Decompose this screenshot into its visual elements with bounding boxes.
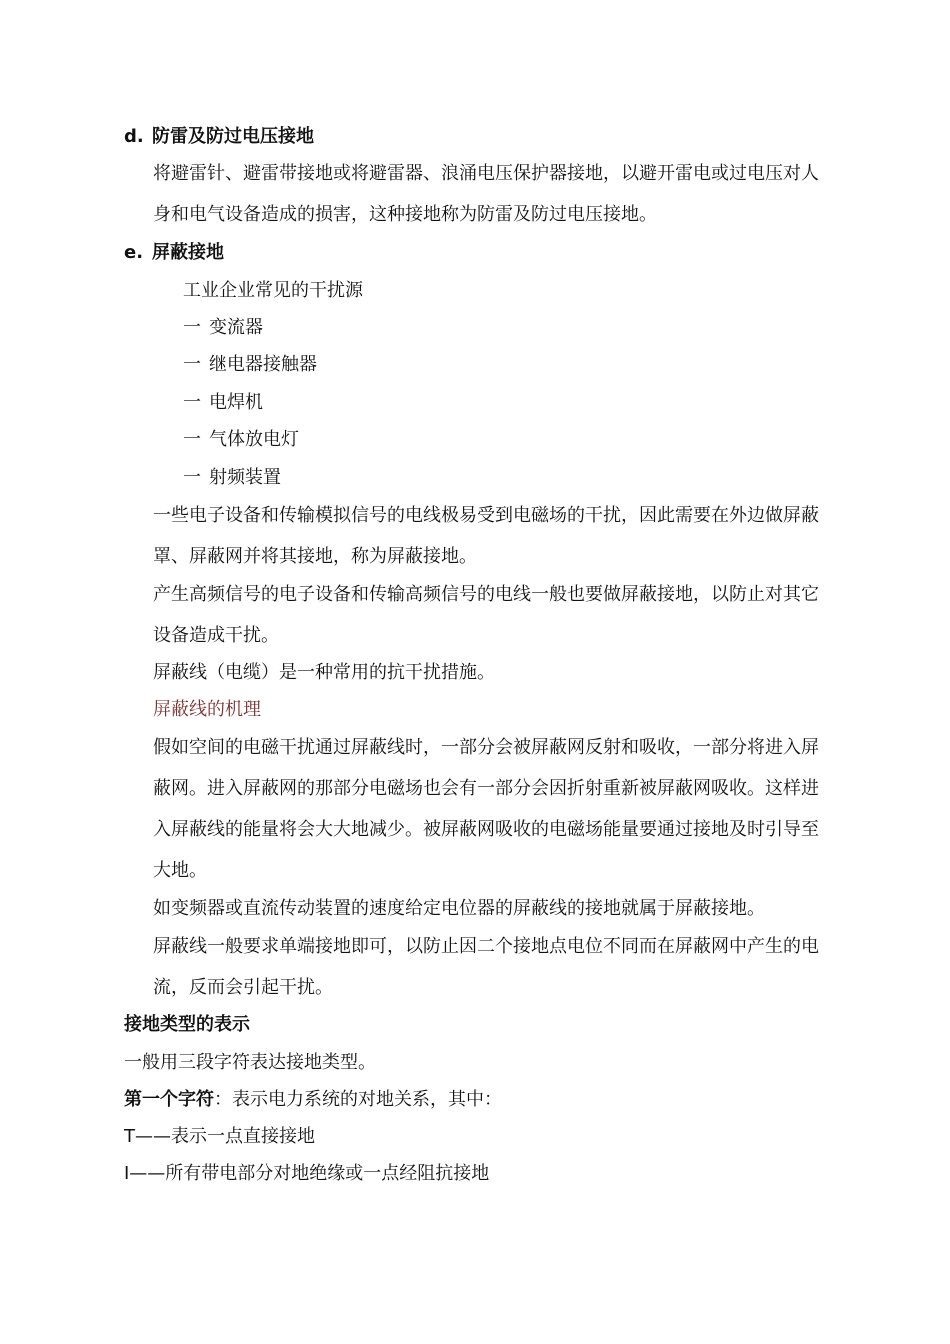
interference-sources-title: 工业企业常见的干扰源 [183, 280, 363, 301]
list-item-label: 气体放电灯 [209, 429, 299, 450]
section-e-marker: e. [124, 242, 144, 263]
shield-para-1-line-2: 罩、屏蔽网并将其接地，称为屏蔽接地。 [153, 546, 477, 567]
list-item-label: 继电器接触器 [209, 354, 317, 375]
shield-para-1-line-1: 一些电子设备和传输模拟信号的电线极易受到电磁场的干扰，因此需要在外边做屏蔽 [153, 505, 819, 526]
section-d-heading [124, 124, 314, 150]
mechanism-para-line-3: 入屏蔽线的能量将会大大地减少。被屏蔽网吸收的电磁场能量要通过接地及时引导至 [153, 819, 819, 840]
list-item [183, 315, 263, 341]
shield-para-6-line-2: 流，反而会引起干扰。 [153, 977, 333, 998]
dash-marker: 一 [183, 429, 201, 450]
section-d-para-line-2: 身和电气设备造成的损害，这种接地称为防雷及防过电压接地。 [153, 204, 657, 225]
shield-para-2-line-1: 产生高频信号的电子设备和传输高频信号的电线一般也要做屏蔽接地，以防止对其它 [153, 584, 819, 605]
first-char-desc: ：表示电力系统的对地关系，其中： [214, 1089, 502, 1110]
i-type-line: I——所有带电部分对地绝缘或一点经阻抗接地 [124, 1163, 490, 1184]
list-item [183, 390, 263, 416]
mechanism-para-line-2: 蔽网。进入屏蔽网的那部分电磁场也会有一部分会因折射重新被屏蔽网吸收。这样进 [153, 778, 819, 799]
list-item [183, 427, 299, 453]
shield-para-2-line-2: 设备造成干扰。 [153, 625, 279, 646]
shield-para-3: 屏蔽线（电缆）是一种常用的抗干扰措施。 [153, 662, 495, 683]
first-char-label: 第一个字符 [124, 1089, 214, 1110]
grounding-types-heading: 接地类型的表示 [124, 1014, 250, 1035]
t-type-line: T——表示一点直接接地 [124, 1126, 315, 1147]
shield-para-5: 如变频器或直流传动装置的速度给定电位器的屏蔽线的接地就属于屏蔽接地。 [153, 898, 765, 919]
section-e-title: 屏蔽接地 [152, 242, 224, 263]
list-item-label: 电焊机 [209, 392, 263, 413]
shield-para-6-line-1: 屏蔽线一般要求单端接地即可，以防止因二个接地点电位不同而在屏蔽网中产生的电 [153, 936, 819, 957]
mechanism-para-line-4: 大地。 [153, 860, 207, 881]
grounding-types-intro: 一般用三段字符表达接地类型。 [124, 1052, 376, 1073]
dash-marker: 一 [183, 467, 201, 488]
first-char-line [124, 1087, 502, 1113]
dash-marker: 一 [183, 392, 201, 413]
section-d-title: 防雷及防过电压接地 [152, 126, 314, 147]
section-e-heading [124, 240, 224, 266]
list-item [183, 465, 281, 491]
dash-marker: 一 [183, 317, 201, 338]
mechanism-subheading: 屏蔽线的机理 [153, 699, 261, 720]
section-d-marker: d. [124, 126, 144, 147]
list-item-label: 射频装置 [209, 467, 281, 488]
dash-marker: 一 [183, 354, 201, 375]
section-d-para-line-1: 将避雷针、避雷带接地或将避雷器、浪涌电压保护器接地，以避开雷电或过电压对人 [153, 163, 819, 184]
list-item-label: 变流器 [209, 317, 263, 338]
mechanism-para-line-1: 假如空间的电磁干扰通过屏蔽线时，一部分会被屏蔽网反射和吸收，一部分将进入屏 [153, 737, 819, 758]
list-item [183, 352, 317, 378]
